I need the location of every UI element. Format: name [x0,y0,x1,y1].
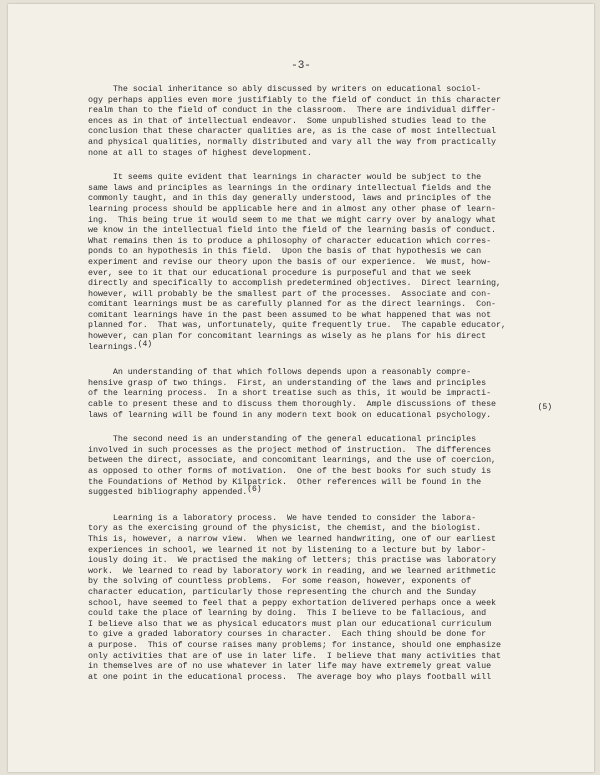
page-number: -3- [291,60,311,72]
text-line: involved in such processes as the project method of instruction. The differences [88,444,492,455]
text-line: suggested bibliography appended. [88,487,248,498]
text-line: directly and specifically to accomplish predetermined objectives. Direct learning, [88,278,501,289]
paragraph-4 [88,434,538,499]
text-line: however, can plan for concomitant learnings as wisely as he plans for his direct [88,331,487,342]
text-line: The second need is an understanding of the general educational principles [88,434,477,445]
text-line: none at all to stages of highest development. [88,147,312,158]
text-line: in themselves are of no use whatever in later life may have extremely great value [88,661,492,672]
text-line: hensive grasp of two things. First, an understanding of the laws and principles [88,377,487,388]
document-page [8,4,594,772]
text-line: commonly taught, and in this day generally understood, laws and principles of the [88,193,492,204]
text-line: learnings. [88,341,138,352]
text-line: the Foundations of Method by Kilpatrick. Other references will be found in the [88,476,482,487]
text-line: cable to present these and to discuss them thoroughly. Ample discussions of these [88,399,497,410]
text-line: ogy perhaps applies even more justifiably to the field of conduct in this character [88,94,501,105]
text-line: work. We learned to read by laboratory work in reading, and we learned arithmetic [88,565,497,576]
paragraph-1 [88,84,538,158]
text-line: tory as the exercising ground of the physicist, the chemist, and the biologist. [88,523,482,534]
text-line: planned for. That was, unfortunately, quite frequently true. The capable educator, [88,320,506,331]
text-line: of the learning process. In a short treatise such as this, it would be impracti- [88,388,492,399]
text-line: The social inheritance so ably discussed by writers on educational sociol- [88,84,482,94]
text-line-with-reference [88,487,538,499]
body-text [88,84,552,696]
text-line: at one point in the educational process. The average boy who plays football will [88,671,492,682]
text-line: An understanding of that which follows depends upon a reasonably compre- [88,367,472,378]
text-line: school, have seemed to feel that a peppy exhortation delivered perhaps once a week [88,597,497,608]
text-line: iously doing it. We practised the making of letters; this practise was laboratory [88,555,497,566]
text-line: conclusion that these character qualities are, as is the case of most intellectual [88,126,497,137]
paragraph-3 [88,367,552,420]
text-line: could take the place of learning by doing. This I believe to be fallacious, and [88,608,487,619]
text-line: to give a graded laboratory courses in character. Each thing should be done for [88,629,487,640]
text-line: This is, however, a narrow view. When we learned handwriting, one of our earliest [88,533,497,544]
paragraph-5 [88,513,538,683]
text-line: comitant learnings must be as carefully planned for as the direct learnings. Con- [88,299,497,310]
text-line: ever, see to it that our educational procedure is purposeful and that we seek [88,267,472,278]
text-line: What remains then is to produce a philosophy of character education which corres- [88,235,492,246]
text-line: It seems quite evident that learnings in character would be subject to the [88,172,482,183]
footnote-reference: (4) [137,339,153,349]
text-line: ponds to an hypothesis in this field. Upon the basis of that hypothesis we can [88,246,482,257]
text-line: learning process should be applicable here and in almost any other phase of learn- [88,203,497,214]
text-line: comitant learnings have in the past been assumed to be what happened that was not [88,309,492,320]
text-line: character education, particularly those representing the church and the Sunday [88,586,477,597]
footnote-reference: (6) [247,485,262,495]
text-line: however, will probably be the smallest part of the processes. Associate and con- [88,288,492,299]
text-line: ing. This being true it would seem to me that we might carry over by analogy what [88,214,497,225]
paragraph-2 [88,172,538,353]
footnote-reference: (5) [537,403,552,413]
text-line: between the direct, associate, and concomitant learnings, and the use of coercion, [88,455,497,466]
text-line: ences as in that of intellectual endeavor. Some unpublished studies lead to the [88,115,487,126]
text-line: realm than to the field of conduct in the classroom. There are individual differ- [88,105,497,116]
text-line: experiences in school, we learned it not by listening to a lecture but by labor- [88,544,487,555]
text-line: Learning is a laboratory process. We have tended to consider the labora- [88,512,477,523]
text-line: a purpose. This of course raises many problems; for instance, should one emphasize [88,639,501,650]
text-line: and physical qualities, normally distributed and vary all the way from practically [88,136,497,147]
text-line: as opposed to other forms of motivation. One of the best books for such study is [88,466,492,476]
text-line: I believe also that we as physical educators must plan our educational curriculum [88,618,492,629]
text-line: we know in the intellectual field into the field of the learning basis of conduct. [88,225,497,236]
text-line: experiment and revise our theory upon the basis of our experience. We must, how- [88,256,492,267]
text-line: same laws and principles as learnings in the ordinary intellectual fields and the [88,182,492,193]
text-line: laws of learning will be found in any modern text book on educational psychology. [88,409,492,420]
text-line: only activities that are of use in later life. I believe that many activities that [88,650,501,661]
text-line: by the solving of countless problems. For some reason, however, exponents of [88,576,472,587]
text-line-with-reference [88,339,538,354]
